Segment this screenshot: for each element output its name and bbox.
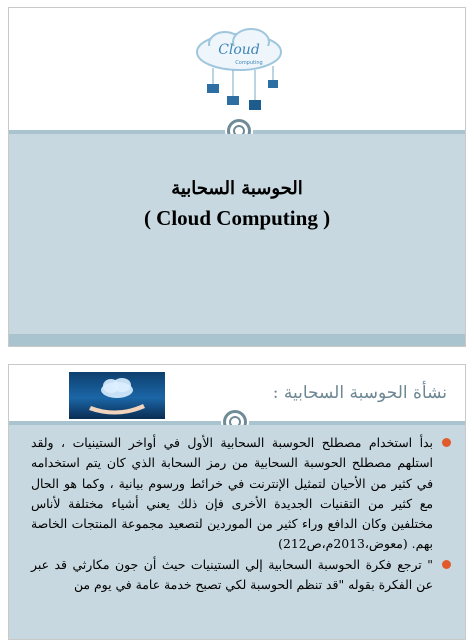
bullet-text: بدأ استخدام مصطلح الحوسبة السحابية الأول في أواخر الستينيات ، ولقد استلهم مصطلح الحوسبة السحابية من رمز السحابة الذي كان يتم استخدامه في كثير من الأحيان لتمثيل الإنترنت في خرائط ورسوم بيانية ، وكما هو الحال مع كثير من التقنيات الجديدة الأخرى فإن ذلك يعني أشياء مختلفة لأناس مختلفين وكان الدافع وراء كثير من الموردين لتصعيد مجموعة المنتجات الخاصة بهم. (معوض،2013م،ص212) bbox=[31, 435, 433, 552]
list-item bbox=[31, 433, 453, 555]
bullet-icon bbox=[442, 438, 451, 447]
cloud-computing-logo bbox=[189, 24, 289, 124]
bullet-text: " ترجع فكرة الحوسبة السحابية إلي الستينيات حيث أن جون مكارثي قد عبر عن الفكرة بقوله "قد تنظم الحوسبة لكي تصبح خدمة عامة في يوم من bbox=[31, 556, 433, 593]
cloud-hand-image bbox=[69, 372, 165, 419]
title-slide bbox=[8, 7, 466, 347]
content-slide bbox=[8, 364, 466, 640]
svg-text:Cloud: Cloud bbox=[218, 42, 260, 58]
slide-heading: نشأة الحوسبة السحابية : bbox=[272, 383, 447, 403]
title-band bbox=[9, 134, 465, 334]
bullet-list bbox=[31, 433, 453, 595]
slide-title-arabic: الحوسبة السحابية bbox=[171, 178, 303, 199]
slide-title-english: ( Cloud Computing ) bbox=[143, 206, 331, 230]
cloud-in-hand-icon bbox=[69, 372, 165, 419]
list-item bbox=[31, 555, 453, 596]
bullet-icon bbox=[442, 560, 451, 569]
bottom-bar bbox=[9, 334, 465, 346]
svg-text:Computing: Computing bbox=[235, 60, 263, 66]
